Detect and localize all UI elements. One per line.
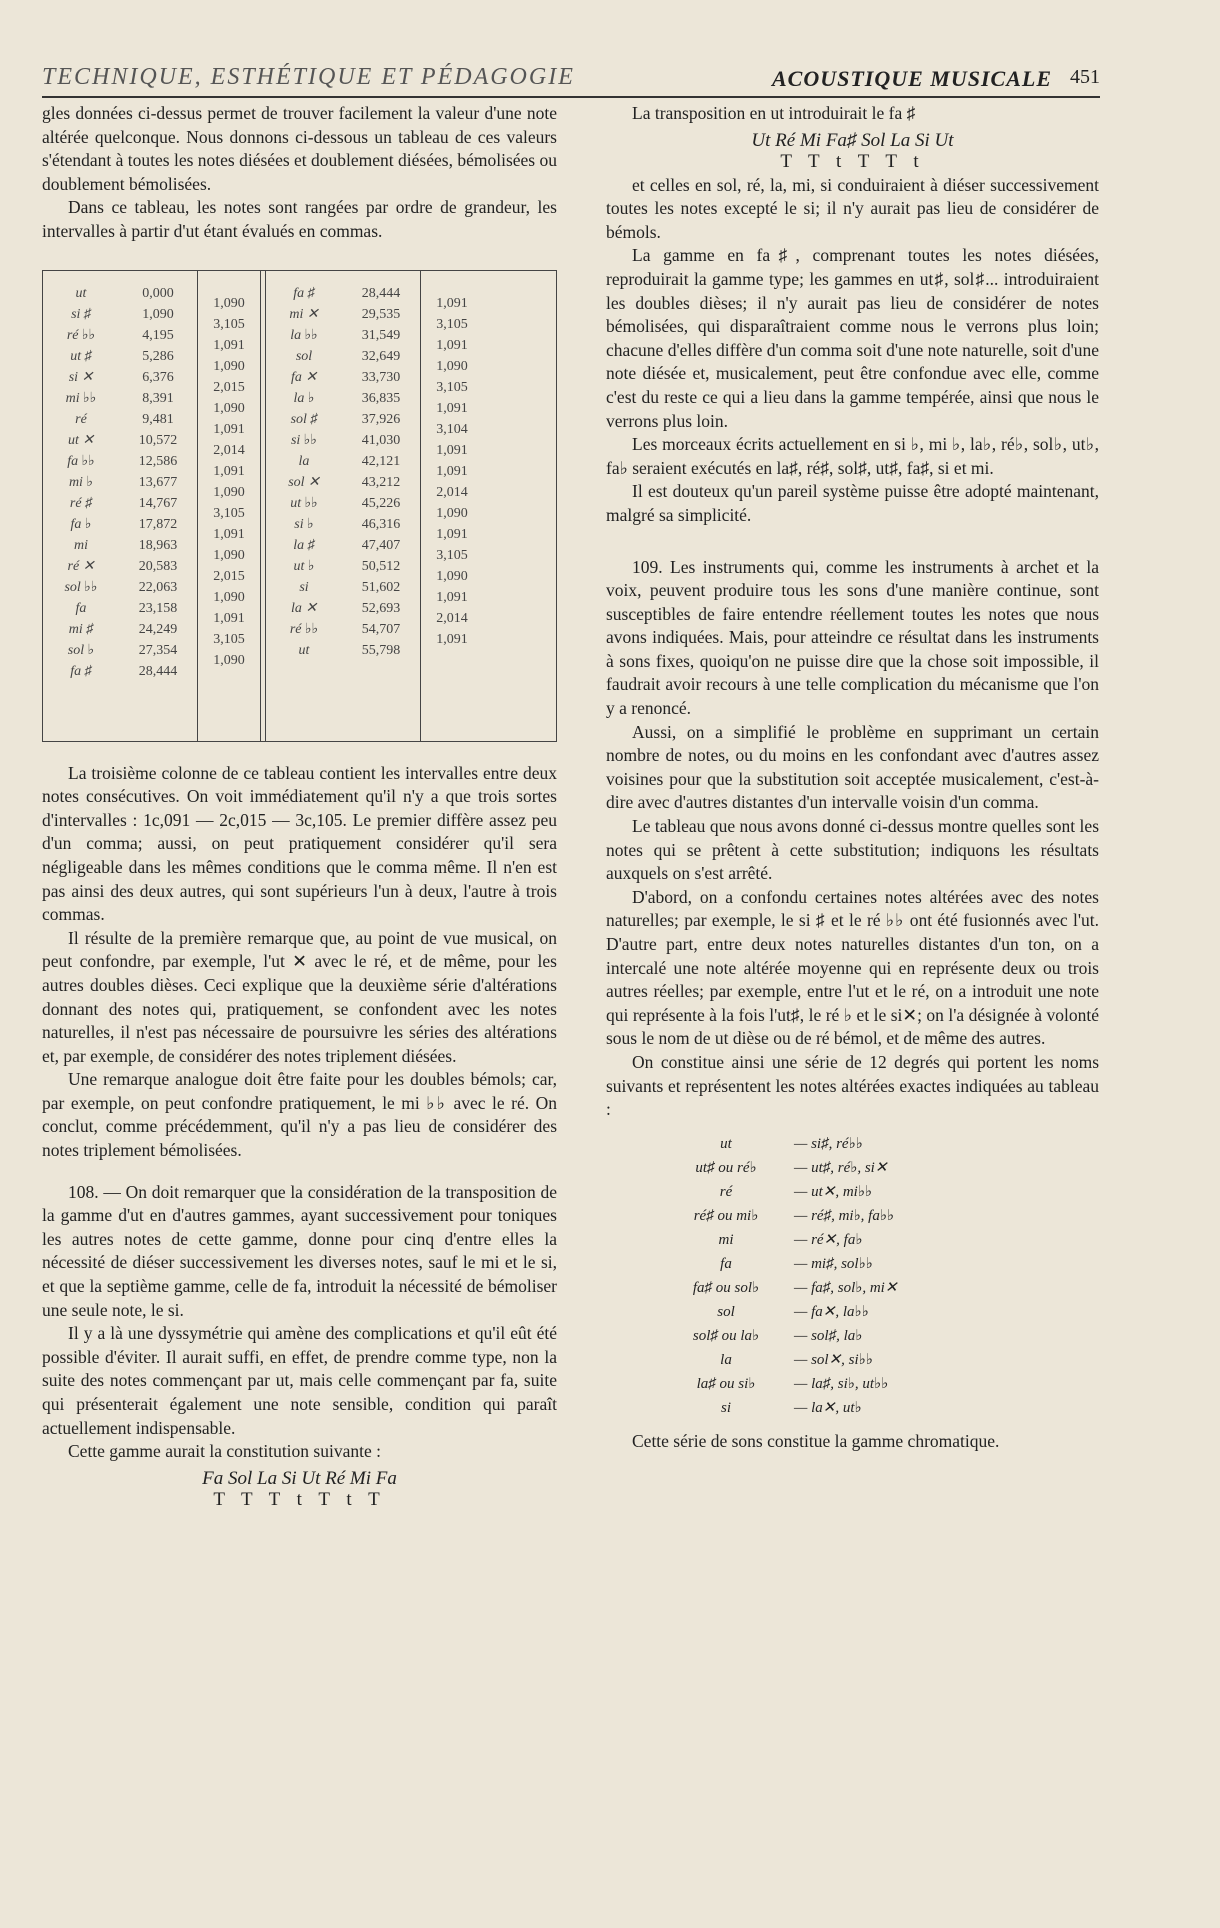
table-cell: 55,798 [361,642,401,658]
table-cell: 2,015 [213,568,245,584]
paragraph: Il est douteux qu'un pareil système puisse être adopté maintenant, malgré sa simplicité. [606,481,1099,525]
table-cell: sol ♯ [290,411,318,427]
list-item [666,1300,1099,1324]
table-cell: 1,091 [436,631,468,647]
degree-name: fa [720,1255,732,1272]
table-cell: 1,091 [213,610,245,626]
table-cell: 1,090 [436,505,468,521]
table-cell: la ♭ [293,390,315,406]
table-cell: 14,767 [138,495,178,511]
table-cell: 32,649 [361,348,401,364]
equivalent-notes: — si♯, ré♭♭ [794,1135,863,1152]
note-values-table [42,270,557,742]
table-cell: 43,212 [361,474,401,490]
scale-notes: Fa Sol La Si Ut Ré Mi Fa [202,1467,397,1489]
table-cell: 4,195 [142,327,174,343]
section-109: 109. Les instruments qui, comme les instruments à archet et la voix, peuvent produire tous les sons d'une manière continue, sont susceptibles de faire entendre réellement toutes les notes que nous avons indiquées. Mais, pour atteindre ce résultat dans les instruments à sons fixes, quoiqu'on ne puisse dire que la chose soit impossible, il faudrait avoir recours à une telle complication du mécanisme que l'on y a renoncé. [606,556,1099,719]
table-cell: ré ♭♭ [66,327,96,343]
table-cell: 1,091 [436,295,468,311]
degree-name: mi [718,1231,734,1248]
table-cell: 9,481 [142,411,174,427]
table-cell: 41,030 [361,432,401,448]
table-cell: 51,602 [361,579,401,595]
table-cell: 29,535 [361,306,401,322]
paragraph: Les morceaux écrits actuellement en si ♭, mi ♭, la♭, ré♭, sol♭, ut♭, fa♭ seraient exécutés en la♯, ré♯, sol♯, ut♯, fa♯, si et mi. [606,434,1099,478]
paragraph: Le tableau que nous avons donné ci-dessus montre quelles sont les notes qui se prêtent à cette substitution; indiquons les résultats auxquels on s'est arrêté. [606,816,1099,884]
table-cell: 3,105 [213,505,245,521]
table-cell: 1,090 [213,484,245,500]
table-cell: 2,014 [213,442,245,458]
paragraph: Il résulte de la première remarque que, au point de vue musical, on peut confondre, par exemple, l'ut ✕ avec le ré, et de même, pour les autres doubles dièses. Ceci explique que la deuxième série d'altérations donnant des notes qui, pratiquement, se confondent avec les notes naturelles, il n'est pas nécessaire de poursuivre les séries des altérations et, par exemple, de considérer des notes triplement diésées. [42,927,557,1066]
scale-example-fa [42,1468,557,1510]
table-cell: 18,963 [138,537,178,553]
list-item [666,1396,1099,1420]
table-cell: 1,090 [436,568,468,584]
table-cell: 20,583 [138,558,178,574]
table-cell: 36,835 [361,390,401,406]
table-cell: la ♭♭ [290,327,318,343]
table-cell: 1,091 [436,400,468,416]
list-item [666,1252,1099,1276]
paragraph: La transposition en ut introduirait le fa ♯ [632,103,916,123]
equivalent-notes: — ré♯, mi♭, fa♭♭ [794,1207,894,1224]
table-cell: 31,549 [361,327,401,343]
table-cell: ré [75,411,87,427]
table-cell: la ♯ [293,537,315,553]
chromatic-equivalence-list [666,1132,1099,1420]
table-values-column [342,271,420,741]
table-cell: fa [75,600,87,616]
degree-name: fa♯ ou sol♭ [692,1279,760,1296]
table-cell: 3,105 [213,631,245,647]
table-cell: 3,105 [436,379,468,395]
paragraph: et celles en sol, ré, la, mi, si conduiraient à diéser successivement toutes les notes excepté le si; il n'y aurait pas lieu de considérer de bémols. [606,174,1099,242]
table-values-column [119,271,197,741]
equivalent-notes: — mi♯, sol♭♭ [794,1255,873,1272]
table-cell: la [298,453,310,469]
table-cell: ré ✕ [67,558,95,574]
paragraph: Il y a là une dyssymétrie qui amène des complications et qu'il eût été possible d'éviter. Il aurait suffi, en effet, de prendre comme type, non la suite des notes commençant par ut, mais celle commençant par fa, suite qui présenterait également une note sensible, condition qui paraît actuellement indispensable. [42,1323,557,1438]
equivalent-notes: — fa♯, sol♭, mi✕ [794,1279,898,1296]
paragraph: Cette série de sons constitue la gamme chromatique. [632,1430,1000,1451]
table-cell: 12,586 [138,453,178,469]
table-cell: 23,158 [138,600,178,616]
table-cell: la ✕ [290,600,318,616]
table-cell: 1,090 [213,400,245,416]
table-cell: si ♯ [71,306,91,322]
table-cell: 22,063 [138,579,178,595]
table-cell: ré ♭♭ [289,621,319,637]
table-cell: 1,091 [436,526,468,542]
list-item [666,1180,1099,1204]
table-notes-column [43,271,119,741]
table-cell: sol ♭ [67,642,95,658]
table-cell: si [299,579,309,595]
paragraph: Aussi, on a simplifié le problème en supprimant un certain nombre de notes, ou du moins en les confondant avec d'autres assez voisines pour que la substitution soit acceptée musicalement, c'est-à-dire avec d'autres distantes d'un intervalle voisin d'un comma. [606,721,1099,813]
table-cell: 50,512 [361,558,401,574]
paragraph: La gamme en fa♯, comprenant toutes les notes diésées, reproduirait la gamme type; les gammes en ut♯, sol♯... introduiraient les doubles dièses; il n'y aurait pas lieu de considérer de notes bémolisées, qui disparaîtraient comme nous le verrons plus loin; chacune d'elles diffère d'un comma soit d'une note naturelle, soit d'une note diésée et, musicalement, peut être confondue avec elle, comme c'est du reste ce qui a lieu dans la gamme tempérée, ainsi que nous le verrons plus loin. [606,245,1099,431]
table-cell: fa ♭♭ [67,453,95,469]
table-cell: mi ♭ [68,474,94,490]
paragraph: gles données ci-dessus permet de trouver facilement la valeur d'une note altérée quelconque. Nous donnons ci-dessous un tableau de ces valeurs s'étendant à toutes les notes diésées et doublement diésées, bémolisées ou doublement bémolisées. [42,103,557,194]
equivalent-notes: — ut♯, ré♭, si✕ [794,1159,888,1176]
table-cell: si ✕ [68,369,94,385]
table-cell: mi ♯ [68,621,94,637]
table-cell: si ♭♭ [290,432,318,448]
degree-name: sol♯ ou la♭ [692,1327,760,1344]
degree-name: ré [719,1183,733,1200]
table-cell: 3,105 [436,547,468,563]
scale-notes: Ut Ré Mi Fa♯ Sol La Si Ut [751,129,954,151]
table-cell: 1,090 [213,358,245,374]
table-cell: 10,572 [138,432,178,448]
scale-example-ut [606,130,1099,172]
table-cell: fa ✕ [290,369,318,385]
scale-steps: T T t T T t [780,150,925,172]
table-cell: 33,730 [361,369,401,385]
list-item [666,1372,1099,1396]
paragraph: On constitue ainsi une série de 12 degrés qui portent les noms suivants et représentent les notes altérées exactes indiquées au tableau : [606,1051,1099,1120]
table-cell: fa ♯ [70,663,92,679]
table-cell: 2,014 [436,610,468,626]
paragraph: Dans ce tableau, les notes sont rangées par ordre de grandeur, les intervalles à partir d'ut étant évalués en commas. [42,197,557,241]
table-cell: 1,091 [436,442,468,458]
degree-name: si [720,1399,731,1416]
table-cell: 2,015 [213,379,245,395]
list-item [666,1348,1099,1372]
table-cell: 1,091 [436,463,468,479]
degree-name: sol [717,1303,735,1320]
table-cell: 1,091 [436,337,468,353]
equivalent-notes: — la✕, ut♭ [794,1399,862,1416]
equivalent-notes: — ut✕, mi♭♭ [794,1183,872,1200]
table-cell: 17,872 [138,516,178,532]
table-cell: 3,105 [436,316,468,332]
table-cell: 1,090 [213,295,245,311]
table-cell: fa ♯ [293,285,315,301]
equivalent-notes: — sol✕, si♭♭ [794,1351,873,1368]
table-cell: 24,249 [138,621,178,637]
table-cell: 1,091 [213,526,245,542]
table-cell: 5,286 [142,348,174,364]
degree-name: la♯ ou si♭ [696,1375,756,1392]
equivalent-notes: — la♯, si♭, ut♭♭ [794,1375,889,1392]
table-cell: sol [295,348,313,364]
table-cell: 1,090 [213,652,245,668]
table-cell: si ♭ [294,516,314,532]
table-cell: 28,444 [138,663,178,679]
degree-name: ut [720,1135,732,1152]
table-cell: fa ♭ [70,516,92,532]
table-cell: ut ♭♭ [290,495,318,511]
section-108: 108. — On doit remarquer que la considération de la transposition de la gamme d'ut en d'autres gammes, ayant successivement pour toniques les autres notes de cette gamme, donne pour cinq d'entre elles la nécessité de diéser successivement les diverses notes, sauf le mi et le si, et que la septième gamme, celle de fa, introduit la nécessité de bémoliser une seule note, le si. [42,1181,557,1320]
table-intervals-column [421,271,483,741]
table-cell: 1,091 [213,337,245,353]
table-cell: 27,354 [138,642,178,658]
running-header [42,62,1100,98]
table-cell: 47,407 [361,537,401,553]
paragraph: La troisième colonne de ce tableau contient les intervalles entre deux notes consécutives. On voit immédiatement qu'il n'y a que trois sortes d'intervalles : 1c,091 — 2c,015 — 3c,105. Le premier diffère assez peu d'un comma; aussi, on peut pratiquement considérer qu'il sera négligeable dans les mêmes conditions que le comma même. Il n'en est pas ainsi des deux autres, qui sont supérieurs l'un à deux, l'autre à trois commas. [42,762,557,925]
header-left-title: TECHNIQUE, ESTHÉTIQUE ET PÉDAGOGIE [42,64,575,90]
degree-name: ré♯ ou mi♭ [693,1207,759,1224]
table-cell: 1,090 [436,358,468,374]
table-cell: 54,707 [361,621,401,637]
table-cell: 1,090 [213,589,245,605]
table-cell: 3,104 [436,421,468,437]
table-intervals-column [198,271,260,741]
equivalent-notes: — sol♯, la♭ [794,1327,863,1344]
degree-name: la [720,1351,732,1368]
table-cell: 8,391 [142,390,174,406]
right-column [606,102,1099,1453]
table-cell: 2,014 [436,484,468,500]
table-cell: 3,105 [213,316,245,332]
table-cell: mi ♭♭ [65,390,97,406]
header-right-title: ACOUSTIQUE MUSICALE [771,66,1052,91]
table-cell: 52,693 [361,600,401,616]
table-cell: 45,226 [361,495,401,511]
list-item [666,1156,1099,1180]
table-cell: ut ♭ [293,558,315,574]
page-number: 451 [1070,66,1100,88]
list-item [666,1132,1099,1156]
table-cell: mi [74,537,88,553]
table-cell: sol ♭♭ [64,579,98,595]
table-cell: ut [75,285,87,301]
degree-name: ut♯ ou ré♭ [695,1159,757,1176]
list-item [666,1204,1099,1228]
list-item [666,1276,1099,1300]
paragraph: Une remarque analogue doit être faite pour les doubles bémols; car, par exemple, on peut confondre pratiquement, le mi ♭♭ avec le ré. On conclut, comme précédemment, qu'il n'y a pas lieu de considérer des notes triplement bémolisées. [42,1069,557,1161]
table-cell: 1,091 [436,589,468,605]
table-cell: ré ♯ [69,495,93,511]
table-cell: 37,926 [361,411,401,427]
table-cell: 1,091 [213,463,245,479]
table-cell: 1,090 [213,547,245,563]
list-item [666,1228,1099,1252]
paragraph: Cette gamme aurait la constitution suivante : [68,1441,381,1462]
table-cell: 46,316 [361,516,401,532]
paragraph: D'abord, on a confondu certaines notes altérées avec des notes naturelles; par exemple, le si ♯ et le ré ♭♭ ont été fusionnés avec l'ut. D'autre part, entre deux notes naturelles distantes d'un ton, on a intercalé une note altérée moyenne qui en représente deux ou trois autres réelles; par exemple, entre l'ut et le ré, on a introduit une note qui représente à la fois l'ut♯, le ré ♭ et le si✕; on l'a désignée à volonté sous le nom de ut dièse ou de ré bémol, et de même des autres. [606,886,1099,1049]
table-cell: 1,090 [142,306,174,322]
table-cell: ut ✕ [67,432,95,448]
table-cell: 42,121 [361,453,401,469]
equivalent-notes: — ré✕, fa♭ [794,1231,863,1248]
table-cell: sol ✕ [288,474,320,490]
equivalent-notes: — fa✕, la♭♭ [794,1303,869,1320]
table-notes-column [266,271,342,741]
table-cell: 13,677 [138,474,178,490]
table-cell: mi ✕ [289,306,319,322]
left-column [42,102,557,1512]
list-item [666,1324,1099,1348]
table-cell: ut [298,642,310,658]
table-cell: 1,091 [213,421,245,437]
table-cell: 6,376 [142,369,174,385]
table-cell: 0,000 [142,285,174,301]
table-cell: 28,444 [361,285,401,301]
scale-steps: T T T t T t T [213,1488,386,1510]
table-cell: ut ♯ [70,348,92,364]
